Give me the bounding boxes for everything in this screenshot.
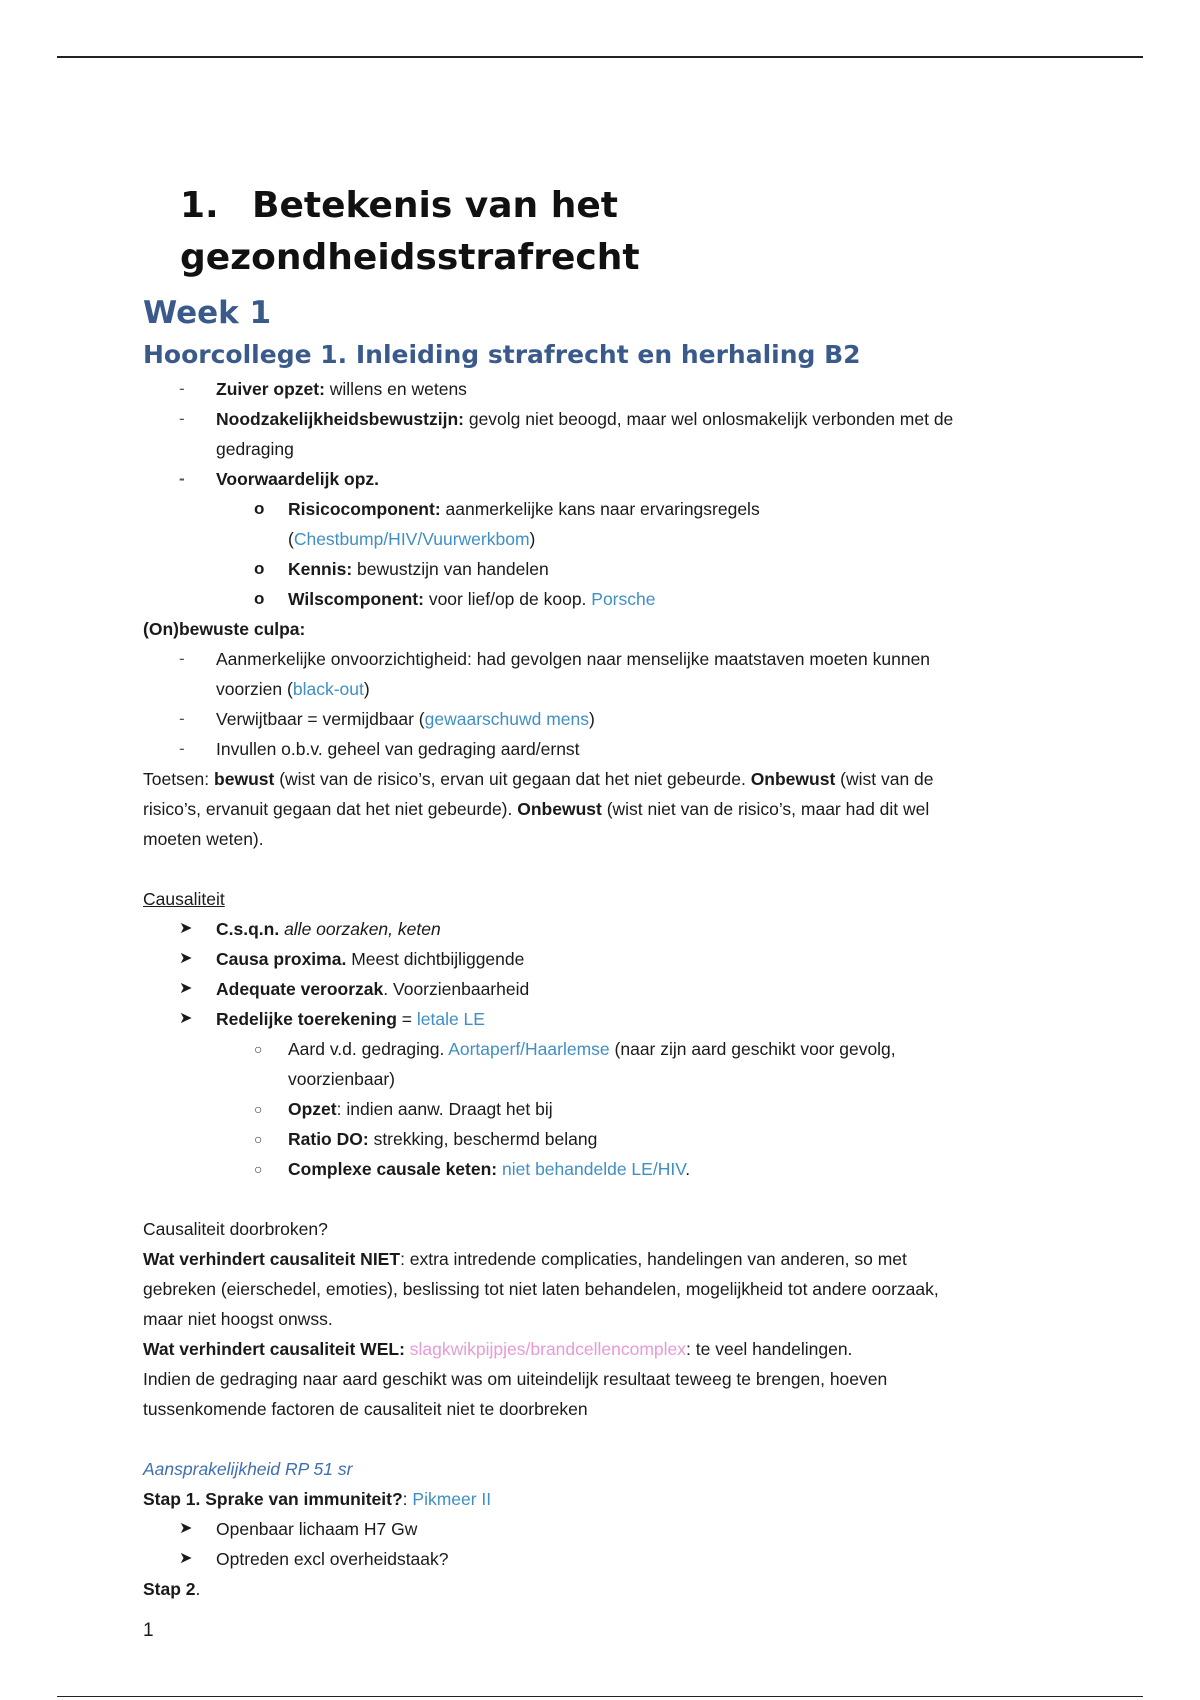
paragraph: Wat verhindert causaliteit WEL: slagkwikpijpjes/brandcellencomplex: te veel handelingen.: [143, 1339, 853, 1359]
arrow-bullet-icon: ➤: [179, 1550, 193, 1567]
dash-bullet: -: [179, 409, 185, 428]
circle-bullet-icon: ○: [254, 1041, 263, 1057]
circle-bullet-icon: o: [254, 499, 265, 518]
dash-bullet: -: [179, 739, 185, 758]
week-heading: Week 1: [143, 295, 272, 331]
circle-bullet-icon: o: [254, 589, 265, 608]
list-item: - Noodzakelijkheidsbewustzijn: gevolg niet beoogd, maar wel onlosmakelijk verbonden met de gedraging: [143, 404, 1043, 464]
list-item: ○ Ratio DO: strekking, beschermd belang: [143, 1124, 1043, 1154]
case-link[interactable]: Aortaperf/Haarlemse: [448, 1039, 610, 1059]
dash-bullet: -: [179, 379, 185, 398]
circle-bullet-icon: ○: [254, 1161, 263, 1177]
dash-bullet: -: [179, 649, 185, 668]
case-link[interactable]: Pikmeer II: [412, 1489, 492, 1509]
case-link[interactable]: slagkwikpijpjes/brandcellencomplex: [409, 1339, 687, 1359]
circle-bullet-icon: ○: [254, 1131, 263, 1147]
list-item: - Invullen o.b.v. geheel van gedraging aard/ernst: [143, 734, 1043, 764]
list-item: - Aanmerkelijke onvoorzichtigheid: had gevolgen naar menselijke maatstaven moeten kunnen voorzien (black-out): [143, 644, 1043, 704]
dash-bullet: -: [179, 709, 185, 728]
list-item: ○ Opzet: indien aanw. Draagt het bij: [143, 1094, 1043, 1124]
case-link[interactable]: Chestbump/HIV/Vuurwerkbom: [293, 529, 530, 549]
dash-bullet: -: [179, 469, 185, 488]
footer-rule: [57, 1696, 1143, 1697]
list-item: o Risicocomponent: aanmerkelijke kans naar ervaringsregels (Chestbump/HIV/Vuurwerkbom): [143, 494, 1043, 554]
list-item: ➤ Redelijke toerekening = letale LE: [143, 1004, 1043, 1034]
list-item: o Kennis: bewustzijn van handelen: [143, 554, 1043, 584]
arrow-bullet-icon: ➤: [179, 920, 193, 937]
list-item: - Zuiver opzet: willens en wetens: [143, 374, 1043, 404]
arrow-bullet-icon: ➤: [179, 1520, 193, 1537]
paragraph: Stap 1. Sprake van immuniteit?: Pikmeer II: [143, 1489, 492, 1509]
section-heading: Causaliteit: [143, 889, 225, 909]
list-item: ○ Complexe causale keten: niet behandelde LE/HIV.: [143, 1154, 1043, 1184]
paragraph: Indien de gedraging naar aard geschikt was om uiteindelijk resultaat teweeg te brengen, hoeven tussenkomende factoren de causaliteit niet te doorbreken: [143, 1369, 888, 1419]
circle-bullet-icon: o: [254, 559, 265, 578]
chapter-title: Betekenis van het gezondheidsstrafrecht: [180, 185, 640, 278]
list-item: - Verwijtbaar = vermijdbaar (gewaarschuwd mens): [143, 704, 1043, 734]
list-item: ➤ Adequate veroorzak. Voorzienbaarheid: [143, 974, 1043, 1004]
paragraph: Stap 2.: [143, 1579, 201, 1599]
arrow-bullet-icon: ➤: [179, 980, 193, 997]
paragraph: Wat verhindert causaliteit NIET: extra intredende complicaties, handelingen van anderen, so met gebreken (eierschedel, emoties), beslissing tot niet laten behandelen, mogelijkheid tot andere oorzaak, maar niet hoogst onwss.: [143, 1249, 939, 1329]
page-number: 1: [143, 1620, 154, 1641]
list-item: ➤ Optreden excl overheidstaak?: [143, 1544, 1043, 1574]
chapter-number: 1.: [180, 185, 219, 226]
case-link[interactable]: letale LE: [416, 1009, 485, 1029]
case-link[interactable]: Porsche: [591, 589, 656, 609]
list-item: o Wilscomponent: voor lief/op de koop. Porsche: [143, 584, 1043, 614]
paragraph: Causaliteit doorbroken?: [143, 1219, 328, 1239]
list-item: ➤ C.s.q.n. alle oorzaken, keten: [143, 914, 1043, 944]
case-link[interactable]: black-out: [292, 679, 364, 699]
culpa-heading: (On)bewuste culpa:: [143, 619, 306, 639]
document-page: [143, 180, 1043, 1646]
list-item: - Voorwaardelijk opz.: [143, 464, 1043, 494]
arrow-bullet-icon: ➤: [179, 950, 193, 967]
circle-bullet-icon: ○: [254, 1101, 263, 1117]
list-item: ➤ Causa proxima. Meest dichtbijliggende: [143, 944, 1043, 974]
list-item: ○ Aard v.d. gedraging. Aortaperf/Haarlemse (naar zijn aard geschikt voor gevolg, voorzienbaar): [143, 1034, 1043, 1094]
chapter-heading: [143, 180, 1043, 284]
header-rule: [57, 56, 1143, 58]
arrow-bullet-icon: ➤: [179, 1010, 193, 1027]
list-item: ➤ Openbaar lichaam H7 Gw: [143, 1514, 1043, 1544]
case-link[interactable]: gewaarschuwd mens: [424, 709, 590, 729]
case-link[interactable]: niet behandelde LE/HIV: [502, 1159, 686, 1179]
paragraph: Toetsen: bewust (wist van de risico’s, ervan uit gegaan dat het niet gebeurde. Onbewust (wist van de risico’s, ervanuit gegaan dat het niet gebeurde). Onbewust (wist niet van de risico’s, maar had dit wel moeten weten).: [143, 769, 934, 849]
lecture-heading: Hoorcollege 1. Inleiding strafrecht en herhaling B2: [143, 340, 861, 369]
subsection-heading: Aansprakelijkheid RP 51 sr: [143, 1459, 353, 1479]
